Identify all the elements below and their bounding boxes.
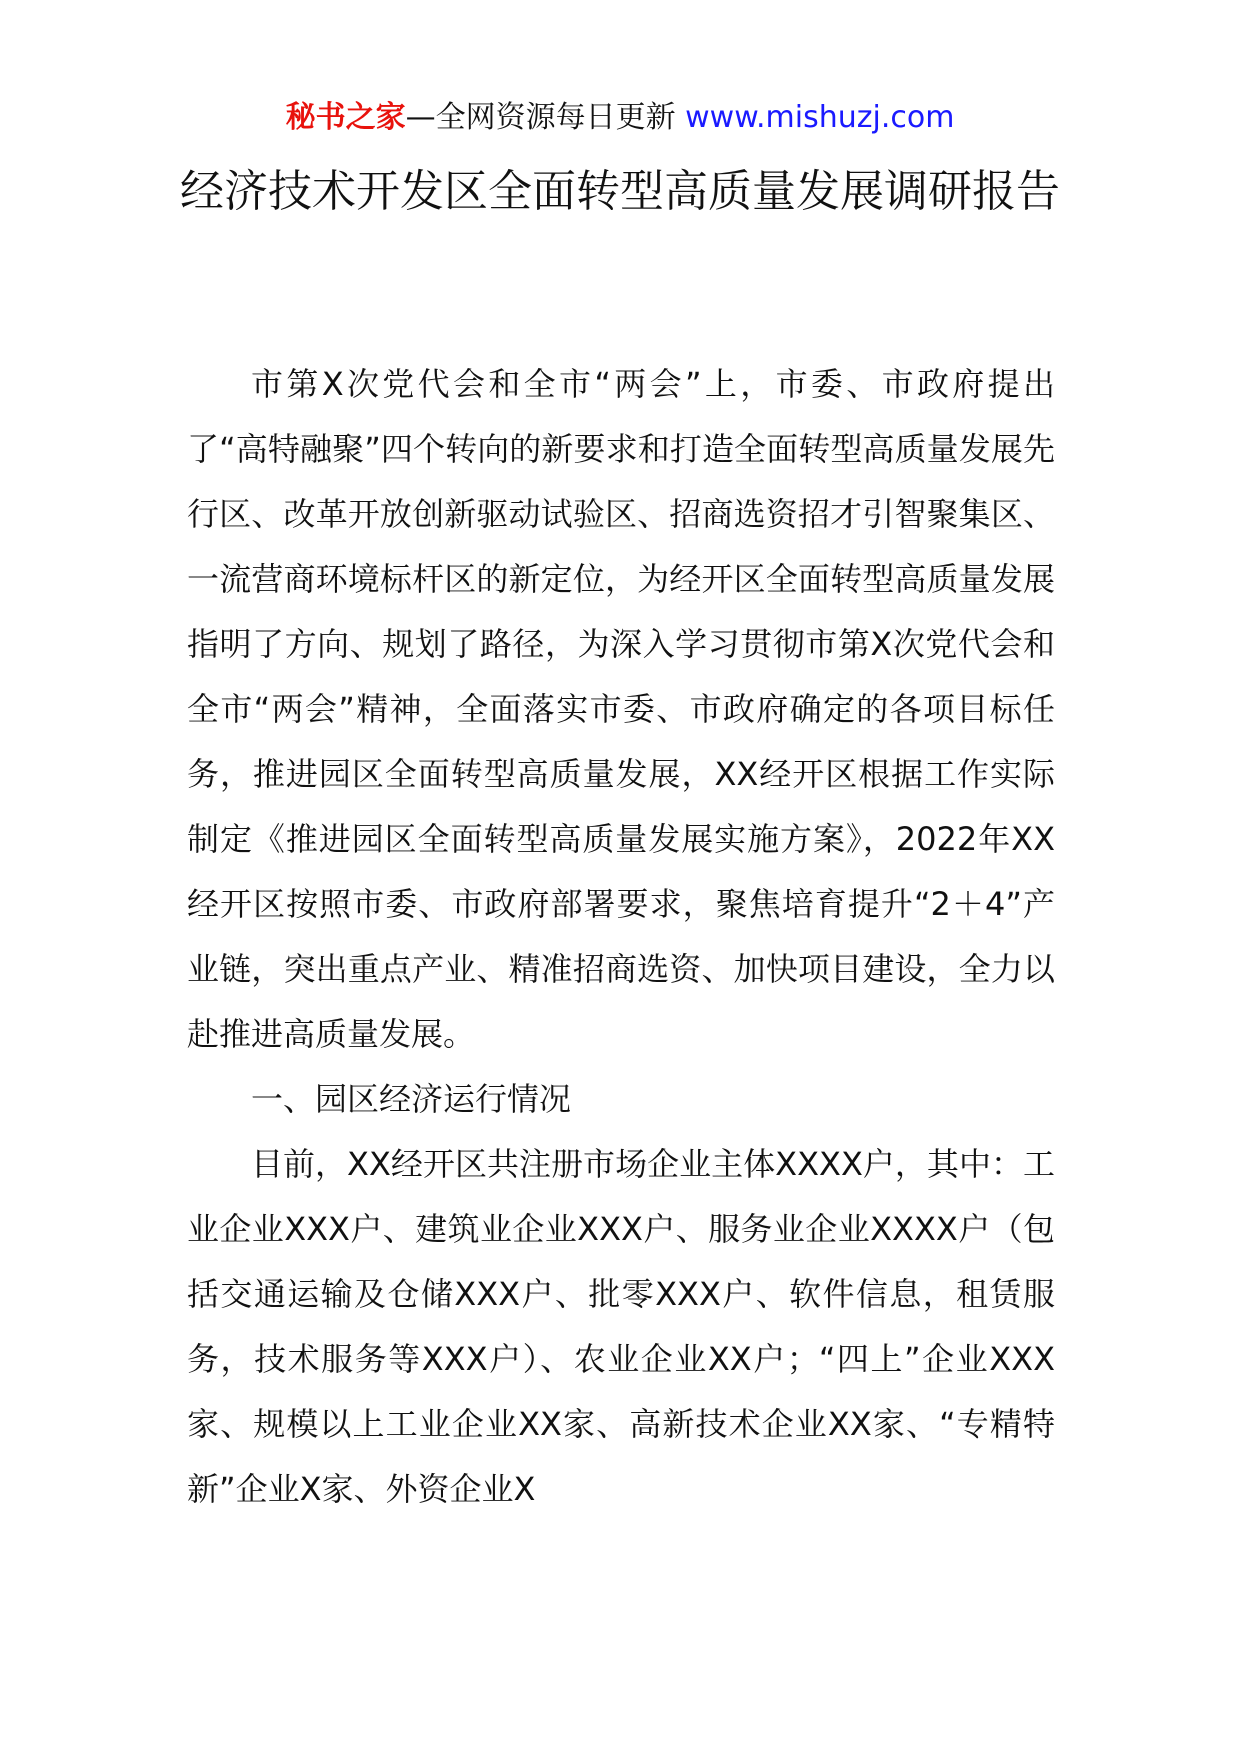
section-1-paragraph: 目前，XX经开区共注册市场企业主体XXXX户，其中：工业企业XXX户、建筑业企业XXX户、服务业企业XXXX户（包括交通运输及仓储XXX户、批零XXX户、软件信息，租赁服务，技术服务等XXX户）、农业企业XX户；“四上”企业XXX家、规模以上工业企业XX家、高新技术企业XX家、“专精特新”企业X家、外资企业X [187,1145,1055,1508]
site-brand: 秘书之家 [285,100,406,135]
site-url-link[interactable]: www.mishuzj.com [685,100,955,135]
document-body [187,352,1055,1522]
section-heading-1: 一、园区经济运行情况 [251,1080,572,1118]
site-tagline: —全网资源每日更新 [405,100,676,135]
document-title: 经济技术开发区全面转型高质量发展调研报告 [180,166,1060,217]
site-header [0,98,1240,138]
intro-paragraph: 市第X次党代会和全市“两会”上，市委、市政府提出了“高特融聚”四个转向的新要求和打造全面转型高质量发展先行区、改革开放创新驱动试验区、招商选资招才引智聚集区、一流营商环境标杆区的新定位，为经开区全面转型高质量发展指明了方向、规划了路径，为深入学习贯彻市第X次党代会和全市“两会”精神，全面落实市委、市政府确定的各项目标任务，推进园区全面转型高质量发展，XX经开区根据工作实际制定《推进园区全面转型高质量发展实施方案》，2022年XX经开区按照市委、市政府部署要求，聚焦培育提升“2＋4”产业链，突出重点产业、精准招商选资、加快项目建设，全力以赴推进高质量发展。 [187,365,1055,1053]
